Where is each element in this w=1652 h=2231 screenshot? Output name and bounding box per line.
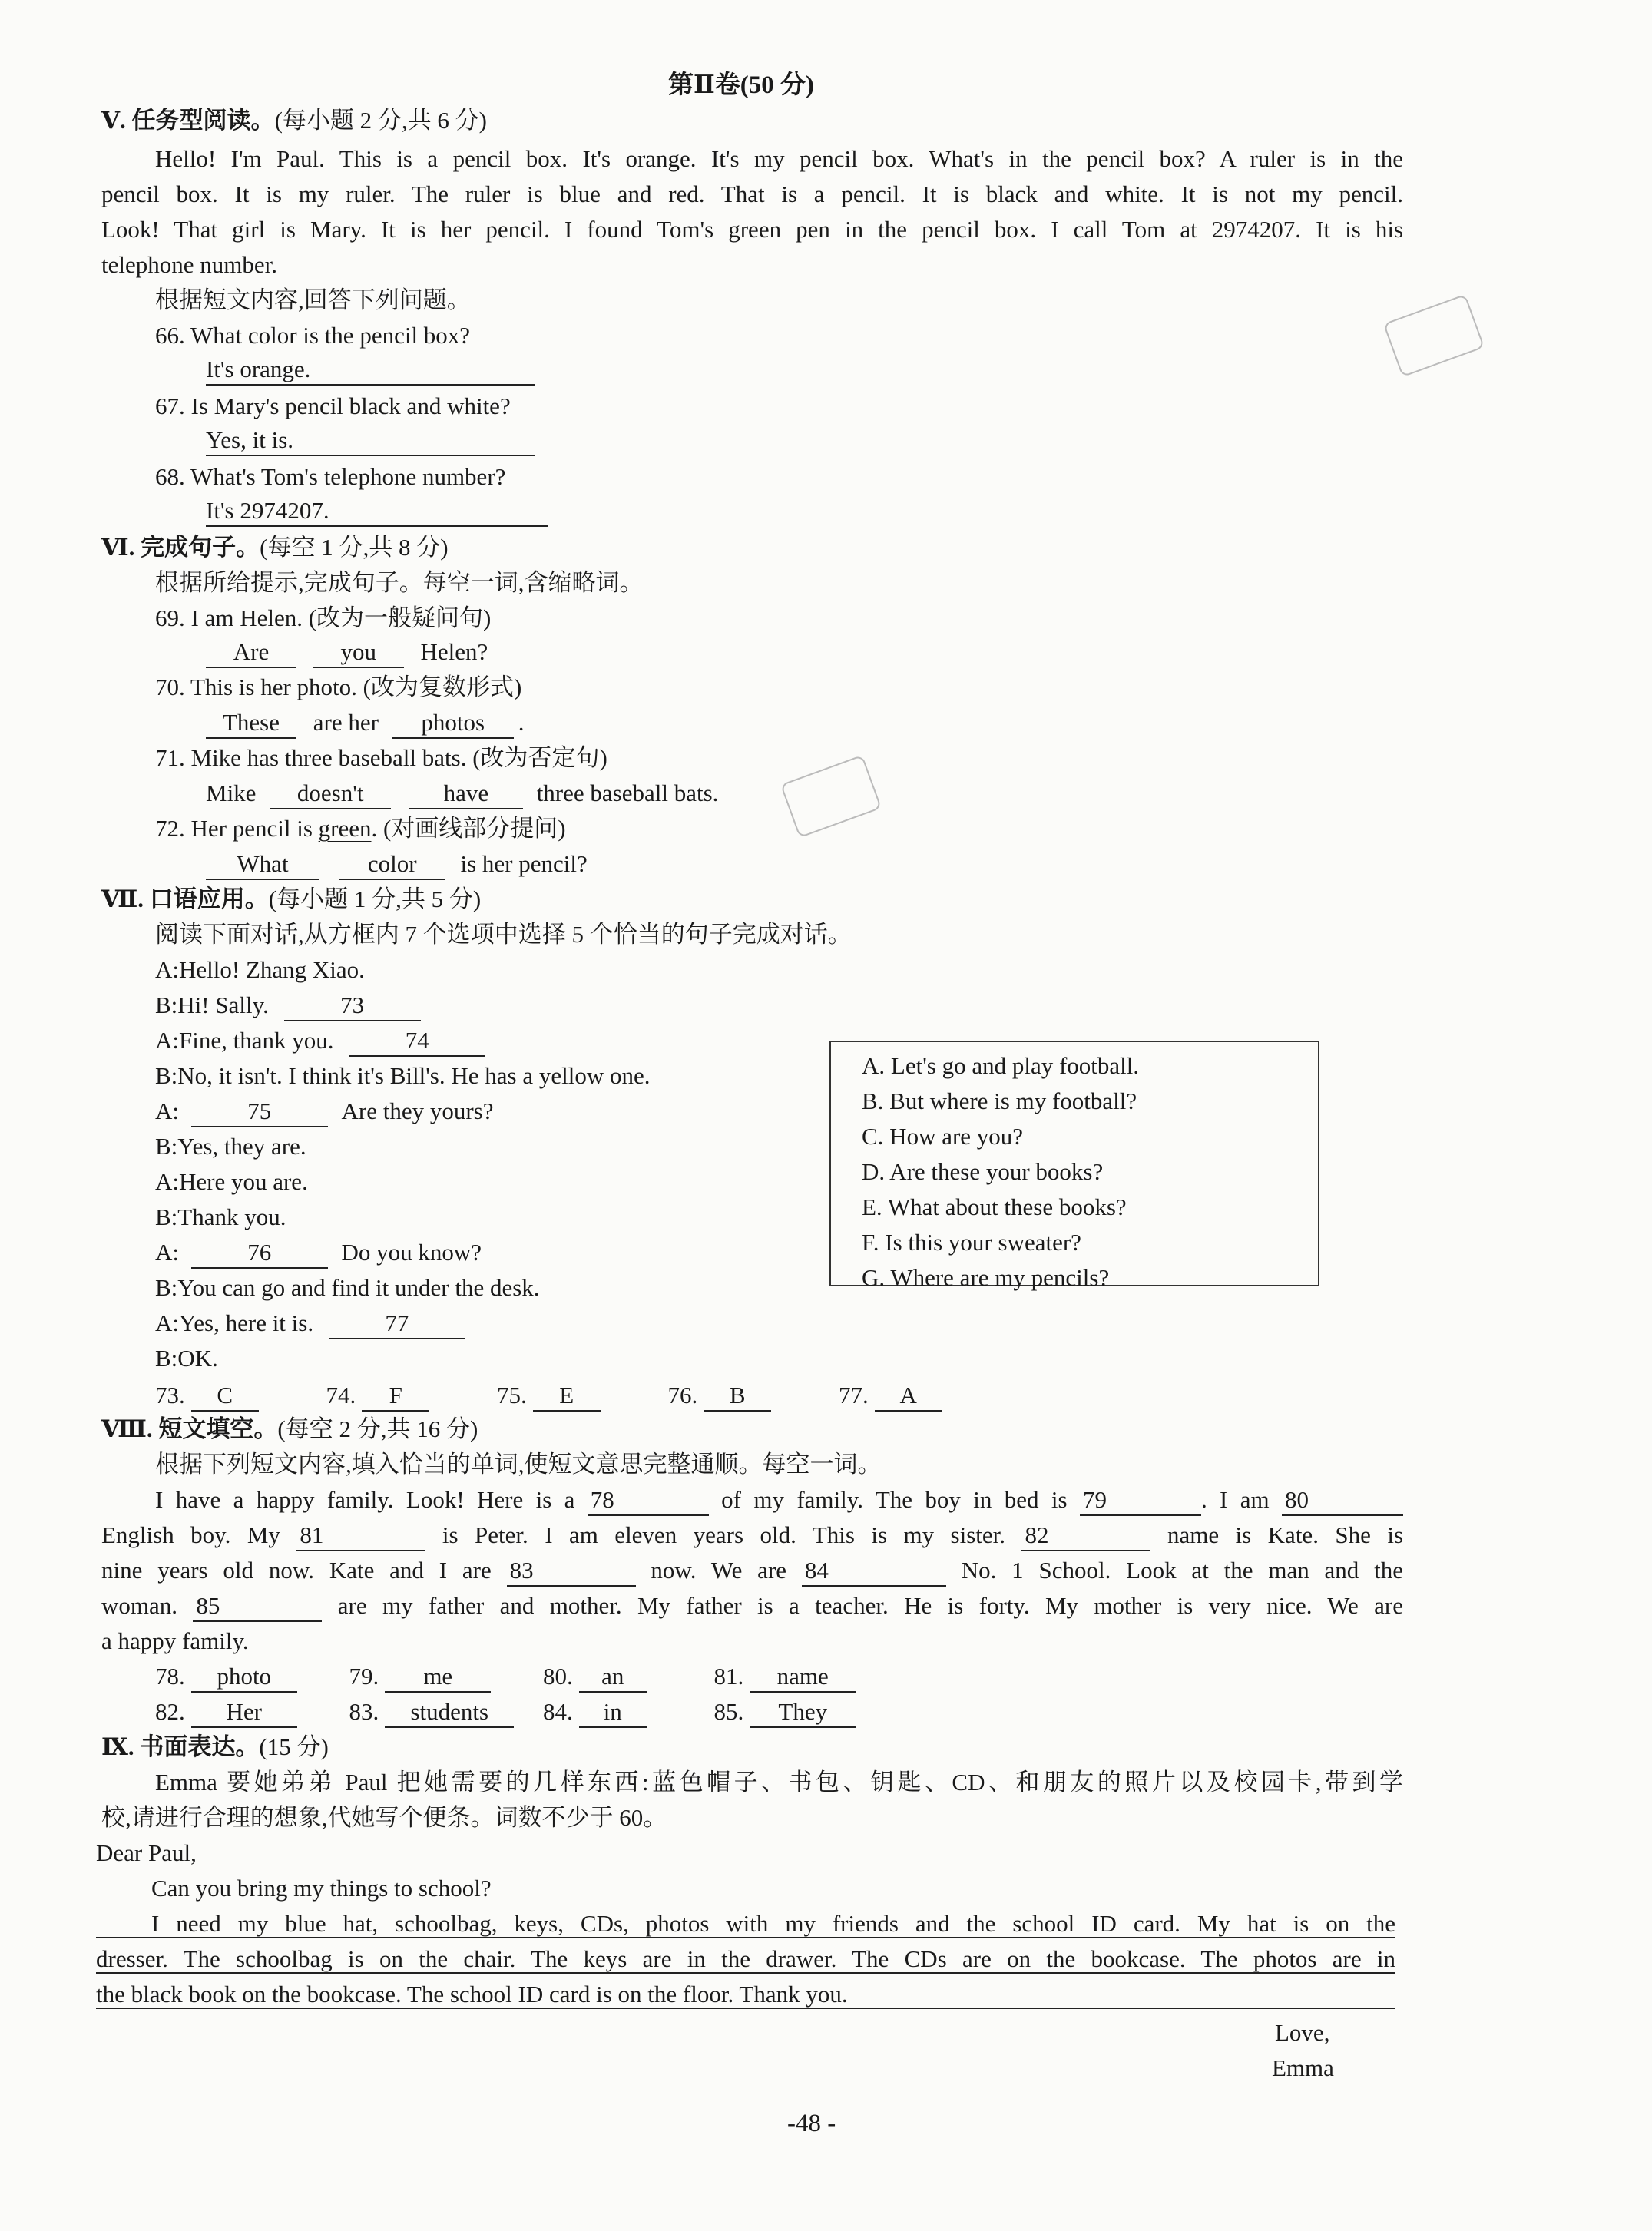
section-8-title: Ⅷ. 短文填空。 bbox=[101, 1415, 278, 1442]
passage-line-4: telephone number. bbox=[101, 251, 277, 278]
answer-83: students bbox=[385, 1697, 514, 1728]
letter-signature: Emma bbox=[1272, 2054, 1334, 2081]
dialog-line-11-text: A:Yes, here it is. bbox=[155, 1309, 314, 1336]
dialog-line-3-text: A:Fine, thank you. bbox=[155, 1027, 334, 1054]
dialog-line-6: B:Yes, they are. bbox=[155, 1133, 306, 1160]
section-6-note: (每空 1 分,共 8 分) bbox=[260, 534, 449, 561]
dialog-line-12: B:OK. bbox=[155, 1345, 218, 1372]
section-6-heading bbox=[101, 530, 449, 565]
dialog-line-9-pre: A: bbox=[155, 1239, 179, 1266]
question-67: 67. Is Mary's pencil black and white? bbox=[155, 392, 511, 419]
answer-72-tail: is her pencil? bbox=[460, 850, 588, 877]
passage-line-3: Look! That girl is Mary. It is her pencil. I found Tom's green pen in the pencil box. I call Tom at 2974207. It is his bbox=[101, 216, 1403, 243]
answer-number: 83. bbox=[349, 1698, 379, 1725]
answer-number: 73. bbox=[155, 1382, 185, 1408]
cloze-line-4 bbox=[101, 1588, 1403, 1624]
answer-79: me bbox=[385, 1662, 491, 1693]
answer-78: photo bbox=[191, 1662, 297, 1693]
letter-body-line-3: the black book on the bookcase. The school ID card is on the floor. Thank you. bbox=[96, 1981, 848, 2008]
answer-76: B bbox=[704, 1381, 771, 1412]
blank-69-2: you bbox=[313, 637, 404, 668]
section-5-instruction: 根据短文内容,回答下列问题。 bbox=[155, 286, 471, 313]
blank-73: 73 bbox=[284, 991, 421, 1021]
letter-closing: Love, bbox=[1275, 2019, 1330, 2046]
writing-rule bbox=[96, 2008, 1395, 2009]
blank-72-2: color bbox=[339, 849, 445, 880]
answer-74: F bbox=[362, 1381, 429, 1412]
answer-number: 76. bbox=[667, 1382, 698, 1408]
cloze-line-5: a happy family. bbox=[101, 1627, 249, 1654]
cloze-text: No. 1 School. Look at the man and the bbox=[961, 1557, 1403, 1584]
option-g: G. Where are my pencils? bbox=[862, 1264, 1110, 1291]
cloze-text: . I am bbox=[1200, 1486, 1270, 1513]
section-5-heading bbox=[101, 103, 487, 138]
blank-84: 84 bbox=[802, 1556, 946, 1587]
letter-body-line-2: dresser. The schoolbag is on the chair. The keys are in the drawer. The CDs are on the bookcase. The photos are in bbox=[96, 1945, 1395, 1972]
dialog-line-5-pre: A: bbox=[155, 1097, 179, 1124]
section-6-instruction: 根据所给提示,完成句子。每空一词,含缩略词。 bbox=[155, 569, 644, 596]
question-66: 66. What color is the pencil box? bbox=[155, 322, 471, 349]
answer-number: 81. bbox=[713, 1663, 744, 1690]
option-c: C. How are you? bbox=[862, 1123, 1024, 1150]
blank-82: 82 bbox=[1021, 1521, 1150, 1551]
dialog-line-2-text: B:Hi! Sally. bbox=[155, 991, 269, 1018]
cloze-text: name is Kate. She is bbox=[1167, 1521, 1404, 1548]
writing-prompt-line-2: 校,请进行合理的想象,代她写个便条。词数不少于 60。 bbox=[101, 1804, 667, 1831]
answer-85: They bbox=[750, 1697, 856, 1728]
cloze-text: I have a happy family. Look! Here is a bbox=[155, 1486, 575, 1513]
section-7-title: Ⅶ. 口语应用。 bbox=[101, 885, 269, 912]
answer-72 bbox=[206, 846, 588, 882]
question-72-pre: 72. Her pencil is bbox=[155, 815, 319, 842]
section-9-heading bbox=[101, 1730, 329, 1765]
answer-number: 77. bbox=[839, 1382, 869, 1408]
writing-rule bbox=[96, 1972, 1395, 1974]
page-title: 第Ⅱ卷(50 分) bbox=[668, 71, 815, 99]
answer-number: 75. bbox=[497, 1382, 527, 1408]
cloze-text: now. We are bbox=[651, 1557, 787, 1584]
answer-81: name bbox=[750, 1662, 856, 1693]
dialog-line-9 bbox=[155, 1235, 482, 1270]
answer-82: Her bbox=[191, 1697, 297, 1728]
question-70: 70. This is her photo. (改为复数形式) bbox=[155, 674, 522, 700]
dialog-line-3 bbox=[155, 1023, 485, 1058]
answer-70 bbox=[206, 705, 524, 740]
blank-76: 76 bbox=[191, 1238, 328, 1269]
stamp-mark bbox=[780, 755, 882, 839]
answer-84: in bbox=[579, 1697, 647, 1728]
answer-70-tail: . bbox=[518, 709, 525, 736]
question-72-post: . (对画线部分提问) bbox=[371, 815, 566, 842]
answer-80: an bbox=[579, 1662, 647, 1693]
section-7-instruction: 阅读下面对话,从方框内 7 个选项中选择 5 个恰当的句子完成对话。 bbox=[155, 921, 852, 948]
blank-71-1: doesn't bbox=[270, 779, 391, 809]
section-6-title: Ⅵ. 完成句子。 bbox=[101, 534, 260, 561]
answer-number: 74. bbox=[326, 1382, 356, 1408]
option-e: E. What about these books? bbox=[862, 1193, 1127, 1220]
section-9-title: Ⅸ. 书面表达。 bbox=[101, 1733, 260, 1760]
option-f: F. Is this your sweater? bbox=[862, 1229, 1081, 1256]
section-5-note: (每小题 2 分,共 6 分) bbox=[274, 107, 487, 134]
answer-75: E bbox=[533, 1381, 601, 1412]
blank-80: 80 bbox=[1282, 1485, 1403, 1516]
dialog-line-4: B:No, it isn't. I think it's Bill's. He has a yellow one. bbox=[155, 1062, 651, 1089]
blank-85: 85 bbox=[193, 1591, 322, 1622]
answer-number: 80. bbox=[543, 1663, 573, 1690]
option-a: A. Let's go and play football. bbox=[862, 1052, 1140, 1079]
answer-number: 84. bbox=[543, 1698, 573, 1725]
answer-number: 82. bbox=[155, 1698, 185, 1725]
options-box bbox=[829, 1041, 1319, 1291]
cloze-line-1 bbox=[155, 1482, 1403, 1518]
blank-78: 78 bbox=[588, 1485, 709, 1516]
answer-73: C bbox=[191, 1381, 259, 1412]
section-9-note: (15 分) bbox=[259, 1733, 329, 1760]
dialog-line-2 bbox=[155, 988, 421, 1023]
question-68: 68. What's Tom's telephone number? bbox=[155, 463, 506, 490]
blank-83: 83 bbox=[507, 1556, 636, 1587]
option-d: D. Are these your books? bbox=[862, 1158, 1104, 1185]
letter-salutation: Dear Paul, bbox=[96, 1839, 197, 1866]
writing-prompt-line-1: Emma 要她弟弟 Paul 把她需要的几样东西:蓝色帽子、书包、钥匙、CD、和朋友的照片以及校园卡,带到学 bbox=[155, 1769, 1403, 1796]
section-8-heading bbox=[101, 1412, 478, 1447]
answer-71-tail: three baseball bats. bbox=[536, 780, 719, 806]
passage-line-2: pencil box. It is my ruler. The ruler is blue and red. That is a pencil. It is black and white. It is not my pencil. bbox=[101, 180, 1403, 207]
dialog-line-9-post: Do you know? bbox=[341, 1239, 482, 1266]
answer-69 bbox=[206, 634, 488, 670]
section-7-answers bbox=[155, 1378, 942, 1413]
option-b: B. But where is my football? bbox=[862, 1087, 1137, 1114]
question-72 bbox=[155, 811, 566, 846]
answer-67: Yes, it is. bbox=[206, 425, 535, 456]
question-72-underlined: green bbox=[318, 815, 372, 842]
section-8-answers-row-1 bbox=[155, 1659, 856, 1694]
writing-rule bbox=[96, 1937, 1395, 1938]
letter-body-line-1: I need my blue hat, schoolbag, keys, CDs, photos with my friends and the school ID card. My hat is on the bbox=[151, 1910, 1395, 1937]
blank-75: 75 bbox=[191, 1097, 328, 1127]
cloze-line-2 bbox=[101, 1518, 1403, 1553]
section-7-heading bbox=[101, 882, 481, 917]
section-5-title: Ⅴ. 任务型阅读。 bbox=[101, 107, 275, 134]
blank-72-1: What bbox=[206, 849, 319, 880]
dialog-line-8: B:Thank you. bbox=[155, 1203, 286, 1230]
answer-77: A bbox=[875, 1381, 942, 1412]
blank-71-2: have bbox=[409, 779, 523, 809]
section-7-note: (每小题 1 分,共 5 分) bbox=[268, 885, 482, 912]
stamp-mark-2 bbox=[1383, 294, 1485, 378]
cloze-text: nine years old now. Kate and I are bbox=[101, 1557, 492, 1584]
blank-79: 79 bbox=[1080, 1485, 1201, 1516]
section-8-note: (每空 2 分,共 16 分) bbox=[277, 1415, 478, 1442]
dialog-line-5 bbox=[155, 1094, 494, 1129]
cloze-text: are my father and mother. My father is a teacher. He is forty. My mother is very nice. We are bbox=[337, 1592, 1404, 1619]
answer-number: 79. bbox=[349, 1663, 379, 1690]
cloze-text: is Peter. I am eleven years old. This is my sister. bbox=[442, 1521, 1006, 1548]
blank-81: 81 bbox=[296, 1521, 425, 1551]
cloze-text: English boy. My bbox=[101, 1521, 280, 1548]
section-8-instruction: 根据下列短文内容,填入恰当的单词,使短文意思完整通顺。每空一词。 bbox=[155, 1451, 882, 1478]
answer-71 bbox=[206, 776, 718, 811]
dialog-line-5-post: Are they yours? bbox=[341, 1097, 494, 1124]
dialog-line-7: A:Here you are. bbox=[155, 1168, 308, 1195]
blank-70-2: photos bbox=[392, 708, 514, 739]
blank-77: 77 bbox=[329, 1309, 465, 1339]
blank-69-1: Are bbox=[206, 637, 296, 668]
answer-68: It's 2974207. bbox=[206, 496, 548, 527]
section-8-answers-row-2 bbox=[155, 1694, 856, 1730]
answer-number: 78. bbox=[155, 1663, 185, 1690]
dialog-line-1: A:Hello! Zhang Xiao. bbox=[155, 956, 365, 983]
answer-71-head: Mike bbox=[206, 780, 257, 806]
dialog-line-10: B:You can go and find it under the desk. bbox=[155, 1274, 540, 1301]
question-71: 71. Mike has three baseball bats. (改为否定句) bbox=[155, 744, 607, 771]
answer-69-tail: Helen? bbox=[420, 638, 488, 665]
answer-number: 85. bbox=[713, 1698, 744, 1725]
answer-66: It's orange. bbox=[206, 355, 535, 386]
dialog-line-11 bbox=[155, 1306, 465, 1341]
passage-line-1: Hello! I'm Paul. This is a pencil box. It's orange. It's my pencil box. What's in the pencil box? A ruler is in the bbox=[155, 145, 1403, 172]
blank-70-1: These bbox=[206, 708, 296, 739]
page-number: -48 - bbox=[787, 2110, 836, 2137]
question-69: 69. I am Helen. (改为一般疑问句) bbox=[155, 604, 492, 631]
answer-70-mid: are her bbox=[313, 709, 379, 736]
blank-74: 74 bbox=[349, 1026, 485, 1057]
cloze-text: of my family. The boy in bed is bbox=[721, 1486, 1068, 1513]
cloze-text: woman. bbox=[101, 1592, 178, 1619]
cloze-line-3 bbox=[101, 1553, 1403, 1588]
letter-opening: Can you bring my things to school? bbox=[151, 1875, 492, 1902]
